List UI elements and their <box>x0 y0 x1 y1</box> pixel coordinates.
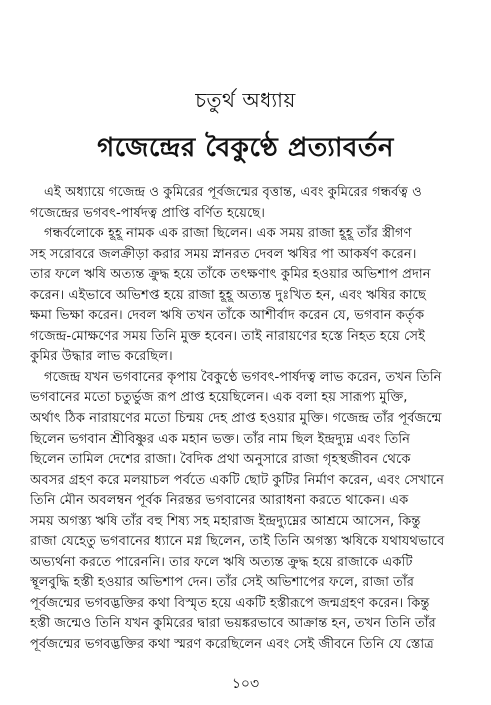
text-line: তার ফলে ঋষি অত্যন্ত ক্রুদ্ধ হয়ে তাঁকে তৎক্ষণাৎ কুমির হওয়ার অভিশাপ প্রদান <box>30 267 431 283</box>
body-text <box>30 183 466 656</box>
text-line: পূর্বজন্মের ভগবদ্ভক্তির কথা স্মরণ করেছিলেন এবং সেই জীবনে তিনি যে স্তোত্র <box>30 637 434 653</box>
paragraph <box>30 183 466 224</box>
text-line: সময় অগস্ত্য ঋষি তাঁর বহু শিষ্য সহ মহারাজ ইন্দ্রদ্যুম্নের আশ্রমে আসেন, কিন্তু <box>30 513 421 529</box>
text-line: করেন। এইভাবে অভিশপ্ত হয়ে রাজা হূহূ অত্যন্ত দুঃখিত হন, এবং ঋষির কাছে <box>30 287 426 303</box>
text-line: রাজা যেহেতু ভগবানের ধ্যানে মগ্ন ছিলেন, তাই তিনি অগস্ত্য ঋষিকে যথাযথভাবে <box>30 534 445 550</box>
text-line: এই অধ্যায়ে গজেন্দ্র ও কুমিরের পূর্বজন্মের বৃত্তান্ত, এবং কুমিরের গন্ধর্বত্ব ও <box>44 185 422 200</box>
text-line: ছিলেন ভগবান শ্রীবিষ্ণুর এক মহান ভক্ত। তাঁর নাম ছিল ইন্দ্রদ্যুম্ন এবং তিনি <box>30 431 410 447</box>
text-line: ছিলেন তামিল দেশের রাজা। বৈদিক প্রথা অনুসারে রাজা গৃহস্থজীবন থেকে <box>30 452 411 468</box>
text-line: গজেন্দ্রের ভগবৎ-পার্ষদত্ব প্রাপ্তি বর্ণিত হয়েছে। <box>30 205 265 221</box>
text-line: গজেন্দ্র যখন ভগবানের কৃপায় বৈকুণ্ঠে ভগবৎ-পার্ষদত্ব লাভ করেন, তখন তিনি <box>44 369 442 385</box>
text-line: অর্থাৎ ঠিক নারায়ণের মতো চিন্ময় দেহ প্রাপ্ত হওয়ার মুক্তি। গজেন্দ্র তাঁর পূর্বজন্মে <box>30 411 442 427</box>
text-line: অবসর গ্রহণ করে মলয়াচল পর্বতে একটি ছোট কুটির নির্মাণ করেন, এবং সেখানে <box>30 472 444 488</box>
chapter-label: চতুর্থ অধ্যায় <box>195 88 296 112</box>
page-number: ১০৩ <box>231 676 260 692</box>
text-line: তিনি মৌন অবলম্বন পূর্বক নিরন্তর ভগবানের আরাধনা করতে থাকেন। এক <box>30 493 409 509</box>
paragraph <box>30 368 466 656</box>
text-line: স্থূলবুদ্ধি হস্তী হওয়ার অভিশাপ দেন। তাঁর সেই অভিশাপের ফলে, রাজা তাঁর <box>30 575 415 591</box>
text-line: গজেন্দ্র-মোক্ষণের সময় তিনি মুক্ত হবেন। তাই নারায়ণের হস্তে নিহত হয়ে সেই <box>30 328 425 344</box>
text-line: গন্ধর্বলোকে হূহূ নামক এক রাজা ছিলেন। এক সময় রাজা হূহূ তাঁর স্ত্রীগণ <box>44 226 412 242</box>
chapter-title: গজেন্দ্রের বৈকুণ্ঠে প্রত্যাবর্তন <box>97 133 394 163</box>
text-line: কুমির উদ্ধার লাভ করেছিল। <box>30 349 173 365</box>
paragraph <box>30 224 466 368</box>
text-line: পূর্বজন্মের ভগবদ্ভক্তির কথা বিস্মৃত হয়ে একটি হস্তীরূপে জন্মগ্রহণ করেন। কিন্তু <box>30 595 430 611</box>
text-line: হস্তী জন্মেও তিনি যখন কুমিরের দ্বারা ভয়ঙ্করভাবে আক্রান্ত হন, তখন তিনি তাঁর <box>30 616 436 632</box>
text-line: ভগবানের মতো চতুর্ভুজ রূপ প্রাপ্ত হয়েছিলেন। এক বলা হয় সারূপ্য মুক্তি, <box>30 390 408 406</box>
text-line: সহ সরোবরে জলক্রীড়া করার সময় স্নানরত দেবল ঋষির পা আকর্ষণ করেন। <box>30 246 417 262</box>
text-line: ক্ষমা ভিক্ষা করেন। দেবল ঋষি তখন তাঁকে আশীর্বাদ করেন যে, ভগবান কর্তৃক <box>30 308 425 324</box>
text-line: অভ্যর্থনা করতে পারেননি। তার ফলে ঋষি অত্যন্ত ক্রুদ্ধ হয়ে রাজাকে একটি <box>30 554 413 570</box>
